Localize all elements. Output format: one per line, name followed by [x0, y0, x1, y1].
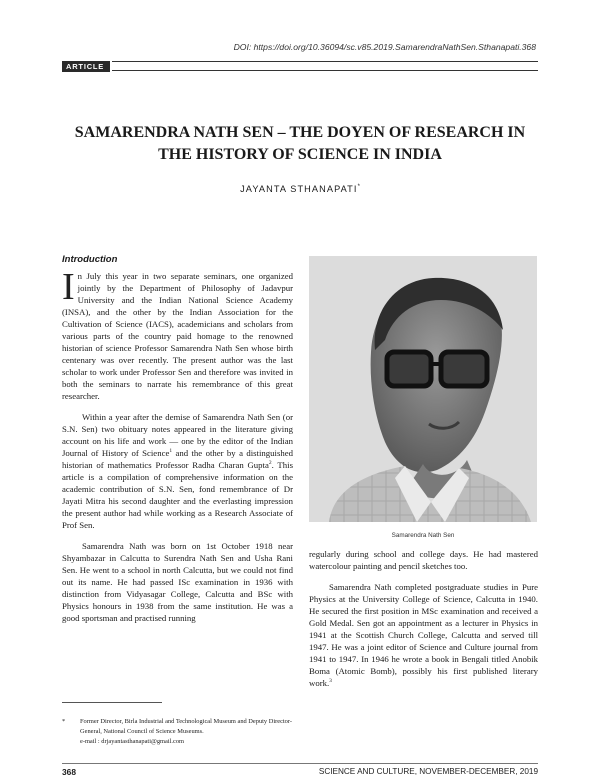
paragraph-obituaries [62, 411, 293, 531]
portrait-illustration [309, 256, 537, 522]
section-heading: Introduction [62, 254, 118, 265]
footnote-mark: * [62, 718, 66, 725]
footnote-rule [62, 702, 162, 703]
author-name: JAYANTA STHANAPATI [240, 184, 358, 195]
right-column [309, 548, 538, 689]
author-footnote [62, 717, 299, 747]
paragraph-text: Samarendra Nath completed postgraduate studies in Pure Physics at the University College of Science, Calcutta in 1940. He secured the first position in MSc examination and received a Gold Medal. Sen got an appointment as a lecturer in Physics in 1941 at the Scottish Church College, Calcutta and served till 1947. He was a joint editor of Science and Culture journal from 1941 to 1947. In 1946 he wrote a book in Bengali titled Anobik Boma (Atomic Bomb), possibly his first published literary work. [309, 582, 538, 688]
left-column [62, 266, 294, 624]
drop-cap: I [62, 266, 75, 308]
footnote-email[interactable]: e-mail : drjayantasthanapati@gmail.com [80, 738, 185, 745]
footnote-affiliation: Former Director, Birla Industrial and Technological Museum and Deputy Director-General, National Council of Science Museums. [80, 718, 293, 735]
paragraph-career [309, 581, 538, 689]
reference-2[interactable]: 2 [268, 460, 272, 467]
reference-1[interactable]: 1 [169, 448, 173, 455]
author-line [62, 184, 538, 194]
paragraph-text: Within a year after the demise of Samarendra Nath Sen (or S.N. Sen) two obituary notes appeared in the literature giving account on his life and work — one by the editor of the Indian Journal of History of Science [62, 412, 293, 458]
paragraph-text: n July this year in two separate seminars, one organized jointly by the Department of Philosophy of Jadavpur University and the Indian National Science Academy (INSA), and the other by the Indian Association for the Cultivation of Science (IACS), academicians and scholars from various parts of the country paid homage to the renowned historian of science Professor Samarendra Nath Sen whose birth centenary was over recently. The present author was the last scholar to work under Professor Sen and therefore was invited in both the seminars to narrate his remembrance of this great researcher. [62, 271, 293, 401]
reference-3[interactable]: 3 [329, 678, 332, 685]
paragraph-intro [62, 266, 293, 402]
paragraph-hobbies: regularly during school and college days. He had mastered watercolour painting and pencil sketches too. [309, 549, 538, 571]
paragraph-early-life: Samarendra Nath was born on 1st October 1918 near Shyambazar in Calcutta to Surendra Nath Sen and Usha Rani Sen. He went to a school in north Calcutta, but we could not find out its name. He had passed ISc examination in 1936 with distinction from Vidyasagar College, Calcutta and BSc with Physics honours in 1938 from the same institution. He was a good sportsman and practised running [62, 541, 293, 623]
header-rule [112, 61, 538, 71]
doi-link[interactable]: DOI: https://doi.org/10.36094/sc.v85.2019.SamarendraNathSen.Sthanapati.368 [233, 42, 536, 52]
portrait-photo [309, 256, 537, 522]
page-number: 368 [62, 767, 76, 777]
footer-rule [62, 763, 538, 764]
article-title: SAMARENDRA NATH SEN – THE DOYEN OF RESEARCH IN THE HISTORY OF SCIENCE IN INDIA [74, 124, 526, 163]
photo-caption: Samarendra Nath Sen [391, 532, 455, 539]
section-tag: ARTICLE [62, 61, 110, 72]
paragraph-text: . This article is a compilation of comprehensive information on the academic contribution of S.N. Sen, fond remembrance of Dr Jayati Mitra his second daughter and the everlasting impression the present author had while working as a Research Associate of Prof Sen. [62, 460, 293, 530]
author-footnote-mark: * [357, 184, 360, 190]
journal-name: SCIENCE AND CULTURE, NOVEMBER-DECEMBER, 2019 [318, 767, 538, 776]
paragraph-text: and the other by a distinguished historian of mathematics Professor Radha Charan Gupta [62, 448, 294, 470]
